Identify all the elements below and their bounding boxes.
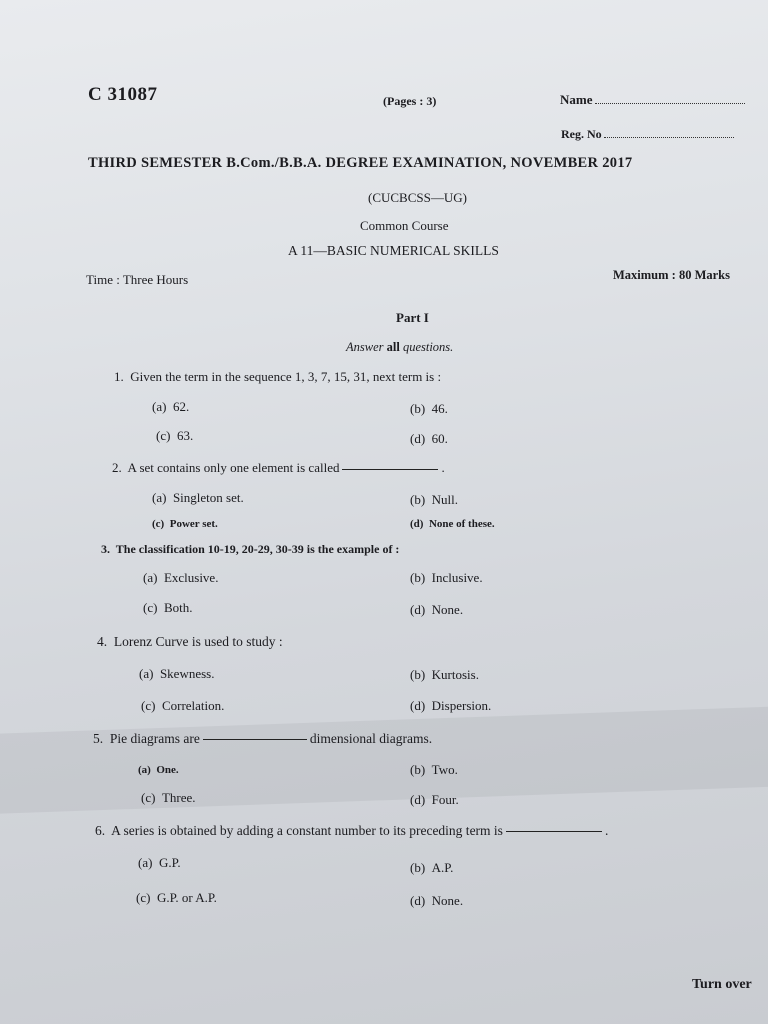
question-4: 4. Lorenz Curve is used to study : [97, 634, 283, 649]
answer-blank [203, 739, 307, 740]
q3-option-d: (d) None. [410, 602, 464, 617]
q3-option-b: (b) Inclusive. [410, 570, 483, 585]
q2-option-a: (a) Singleton set. [152, 490, 244, 505]
question-6: 6. A series is obtained by adding a constant number to its preceding term is . [95, 823, 609, 838]
turn-over: Turn over [692, 977, 752, 992]
max-marks: Maximum : 80 Marks [613, 268, 730, 282]
q5-option-b: (b) Two. [410, 762, 458, 777]
question-5: 5. Pie diagrams are dimensional diagrams. [93, 731, 433, 746]
answer-blank [342, 469, 438, 470]
q5-option-a: (a) One. [138, 764, 179, 776]
page-count: (Pages : 3) [383, 94, 437, 108]
q5-option-d: (d) Four. [410, 792, 459, 807]
question-3: 3. The classification 10-19, 20-29, 30-39 is the example of : [101, 542, 400, 556]
answer-blank [506, 831, 602, 832]
q5-option-c: (c) Three. [141, 790, 196, 805]
q1-option-a: (a) 62. [152, 399, 190, 414]
q2-option-b: (b) Null. [410, 492, 459, 507]
q4-option-c: (c) Correlation. [141, 698, 225, 713]
name-label: Name [560, 92, 593, 107]
part-title: Part I [396, 310, 429, 325]
exam-title: THIRD SEMESTER B.Com./B.B.A. DEGREE EXAMINATION, NOVEMBER 2017 [88, 155, 633, 171]
q4-option-d: (d) Dispersion. [410, 698, 492, 713]
q1-option-b: (b) 46. [410, 401, 448, 416]
shadow-band [0, 705, 768, 815]
reg-label: Reg. No [561, 127, 602, 141]
q1-option-d: (d) 60. [410, 431, 448, 446]
q6-option-a: (a) G.P. [138, 855, 181, 870]
q3-option-a: (a) Exclusive. [143, 570, 219, 585]
time-allowed: Time : Three Hours [86, 272, 189, 287]
q2-option-d: (d) None of these. [410, 518, 495, 530]
reg-blank [604, 127, 734, 138]
question-1: 1. Given the term in the sequence 1, 3, 7, 15, 31, next term is : [114, 369, 442, 384]
q6-option-b: (b) A.P. [410, 860, 454, 875]
scheme: (CUCBCSS—UG) [368, 190, 467, 205]
name-blank [595, 93, 745, 104]
q2-option-c: (c) Power set. [152, 518, 218, 530]
q1-option-c: (c) 63. [156, 428, 194, 443]
q3-option-c: (c) Both. [143, 600, 193, 615]
reg-field [561, 127, 734, 142]
paper-code: C 31087 [88, 84, 158, 105]
question-2: 2. A set contains only one element is called . [112, 460, 445, 475]
q6-option-d: (d) None. [410, 893, 464, 908]
part-instruction: Answer all questions. [346, 340, 454, 354]
q4-option-a: (a) Skewness. [139, 666, 215, 681]
q6-option-c: (c) G.P. or A.P. [136, 890, 217, 905]
paper-name: A 11—BASIC NUMERICAL SKILLS [288, 243, 499, 258]
name-field [560, 92, 745, 108]
q4-option-b: (b) Kurtosis. [410, 667, 479, 682]
course-type: Common Course [360, 218, 449, 233]
